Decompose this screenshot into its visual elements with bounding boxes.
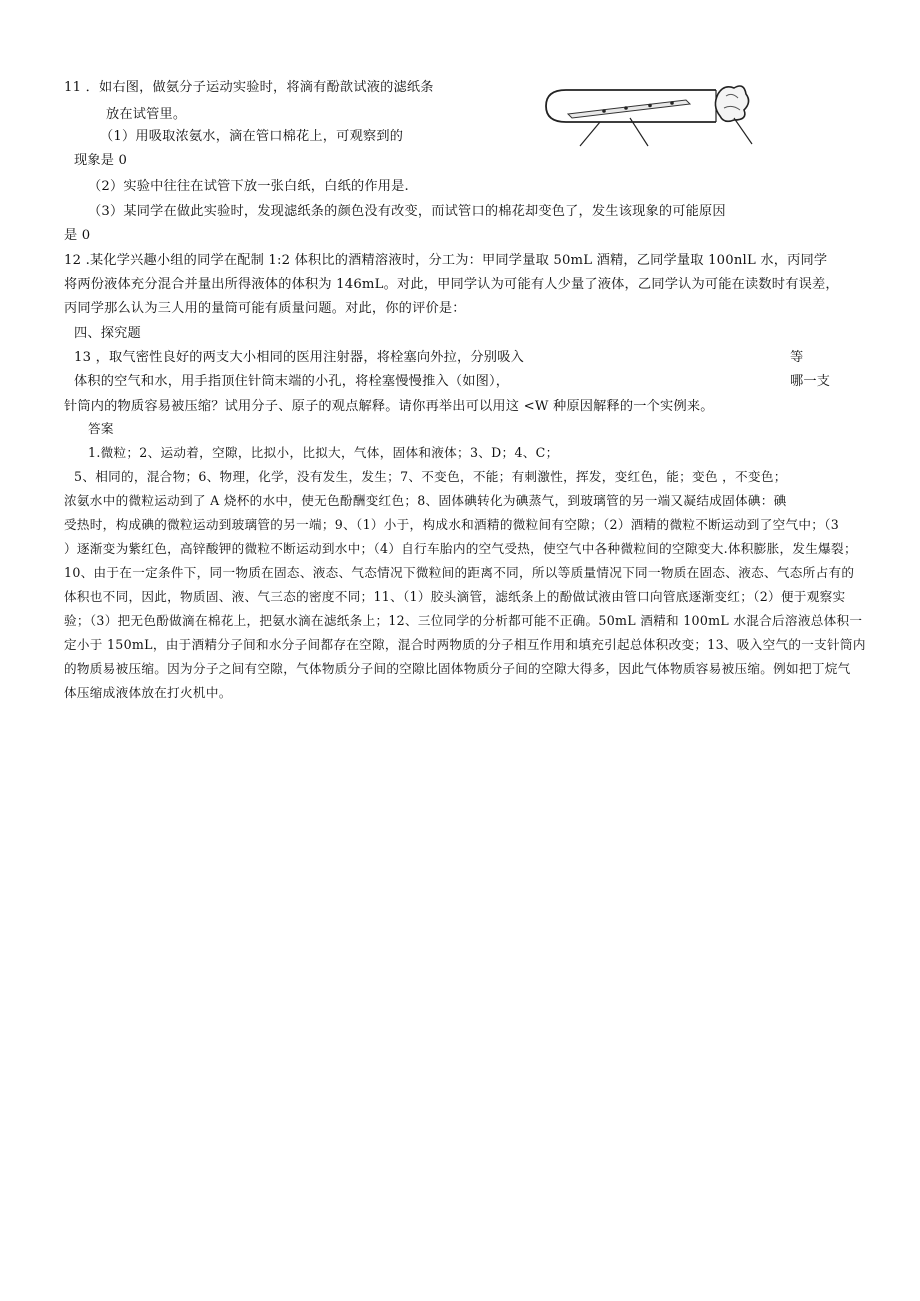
answer-line: 体积也不同，因此，物质固、液、气三态的密度不同；11、（1）胶头滴管，滤纸条上的酚做试液由管口向管底逐渐变红；（2）便于观察实 [64, 589, 846, 604]
answer-line: 浓氨水中的微粒运动到了 A 烧杯的水中，使无色酚酬变红色；8、固体碘转化为碘蒸气，到玻璃管的另一端又凝结成固体碘：碘 [64, 493, 787, 508]
q11-line-6: （3）某同学在做此实验时，发现滤纸条的颜色没有改变，而试管口的棉花却变色了，发生该现象的可能原因 [88, 204, 726, 219]
cotton-plug [715, 86, 748, 121]
q12-line-3: 丙同学那么认为三人用的量筒可能有质量问题。对此，你的评价是： [64, 301, 466, 316]
q11-line-7: 是 0 [64, 228, 91, 243]
answer-line: 定小于 150mL，由于酒精分子间和水分子间都存在空隙，混合时两物质的分子相互作用和填充引起总体积改变；13、吸入空气的一支针筒内 [64, 637, 866, 652]
q13-line-1-right: 等 [790, 350, 804, 365]
q11-line-1: 11 ．如右图，做氨分子运动实验时，将滴有酚歆试液的滤纸条 [64, 80, 434, 95]
q13-line-1: 13 ，取气密性良好的两支大小相同的医用注射器，将栓塞向外拉，分别吸入 [74, 350, 524, 365]
q12-line-2: 将两份液体充分混合并量出所得液体的体积为 146mL。对此，甲同学认为可能有人少量了液体，乙同学认为可能在读数时有误差， [64, 277, 839, 292]
q11-line-5: （2）实验中往往在试管下放一张白纸，白纸的作用是. [88, 179, 409, 194]
answer-line: 的物质易被压缩。因为分子之间有空隙，气体物质分子间的空隙比固体物质分子间的空隙大得多，因此气体物质容易被压缩。例如把丁烷气 [64, 661, 851, 676]
answer-line: ）逐渐变为紫红色，高锌酸钾的微粒不断运动到水中；（4）自行车胎内的空气受热，使空气中各种微粒间的空隙变大.体积膨胀，发生爆裂； [64, 541, 857, 556]
answer-line: 验；（3）把无色酚做滴在棉花上，把氨水滴在滤纸条上；12、三位同学的分析都可能不正确。50mL 酒精和 100mL 水混合后溶液总体积一 [64, 613, 863, 628]
test-tube-figure [538, 80, 763, 152]
q11-line-3: （1）用吸取浓氨水，滴在管口棉花上，可观察到的 [100, 129, 404, 144]
answer-line: 5、相同的，混合物；6、物理，化学，没有发生，发生；7、不变色，不能；有刺激性，挥发，变红色，能；变色 ，不变色； [74, 469, 787, 484]
answer-line: 1.微粒；2、运动着，空隙，比拟小，比拟大，气体，固体和液体；3、D；4、C； [88, 445, 559, 460]
q13-line-3: 针筒内的物质容易被压缩？试用分子、原子的观点解释。请你再举出可以用这 <W 种原因解释的一个实例来。 [64, 399, 714, 414]
q12-line-1: 12 .某化学兴趣小组的同学在配制 1:2 体积比的酒精溶液时，分工为：甲同学量取 50mL 酒精，乙同学量取 100nlL 水，丙同学 [64, 253, 828, 268]
q13-line-2-right: 哪一支 [790, 374, 831, 389]
q11-line-2: 放在试管里。 [106, 107, 187, 122]
q13-line-2: 体积的空气和水，用手指顶住针筒末端的小孔，将栓塞慢慢推入（如图）， [74, 374, 510, 389]
answer-line: 10、由于在一定条件下，同一物质在固态、液态、气态情况下微粒间的距离不同，所以等质量情况下同一物质在固态、液态、气态所占有的 [64, 565, 855, 580]
q11-line-4: 现象是 0 [74, 153, 128, 168]
answers-title: 答案 [88, 421, 114, 436]
answer-line: 受热时，构成碘的微粒运动到玻璃管的另一端；9、（1）小于，构成水和酒精的微粒间有空隙；（2）酒精的微粒不断运动到了空气中；（3 [64, 517, 840, 532]
section-heading-4: 四、探究题 [74, 326, 141, 341]
answer-line: 体压缩成液体放在打火机中。 [64, 685, 232, 700]
